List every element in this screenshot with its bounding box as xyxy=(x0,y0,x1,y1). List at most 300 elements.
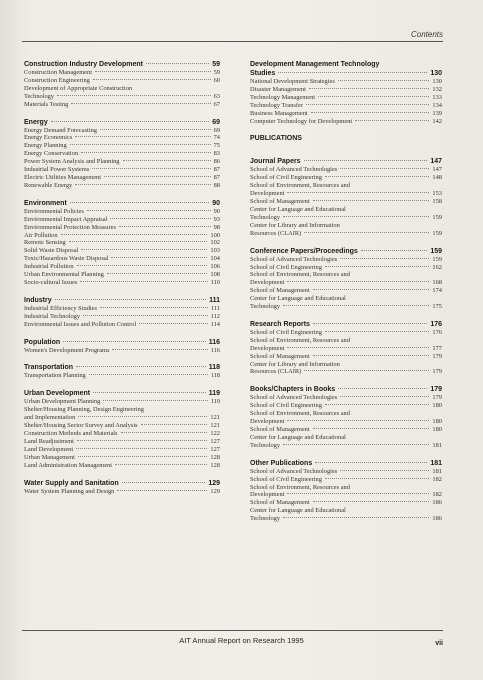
toc-entry xyxy=(250,287,442,295)
toc-entry xyxy=(24,174,220,182)
toc-entry xyxy=(24,313,220,321)
toc-entry xyxy=(250,329,442,337)
toc-entry xyxy=(24,127,220,135)
section-title-row xyxy=(24,60,220,69)
dot-leader xyxy=(304,232,429,233)
publications-list xyxy=(250,157,442,523)
toc-entry-page: 93 xyxy=(213,215,220,223)
toc-entry xyxy=(24,454,220,462)
dot-leader xyxy=(117,490,207,491)
toc-entry xyxy=(250,86,442,94)
section-title: Industry xyxy=(24,296,52,304)
dot-leader xyxy=(81,249,207,250)
toc-entry-text: Technology Management xyxy=(250,93,316,101)
toc-entry-text: Remote Sensing xyxy=(24,239,66,247)
toc-entry-text: National Development Strategies xyxy=(250,78,335,85)
toc-entry-text: School of Civil Engineering xyxy=(250,263,322,271)
toc-entry-page: 129 xyxy=(210,487,220,495)
toc-section xyxy=(250,385,442,449)
toc-entry xyxy=(24,347,220,355)
toc-entry xyxy=(250,368,442,376)
publications-heading: PUBLICATIONS xyxy=(250,135,302,143)
section-page-number: 118 xyxy=(208,364,220,372)
section-page-number: 176 xyxy=(430,320,442,328)
toc-section xyxy=(250,459,442,523)
toc-entry xyxy=(250,78,442,86)
toc-entry-page: 134 xyxy=(432,101,442,109)
dot-leader xyxy=(76,366,206,367)
dot-leader xyxy=(57,95,211,96)
toc-entry xyxy=(24,263,220,271)
toc-entry xyxy=(250,426,442,434)
toc-entry-text: Power System Analysis and Planning xyxy=(24,158,120,166)
toc-entry xyxy=(24,216,220,224)
dot-leader xyxy=(104,176,211,177)
dot-leader xyxy=(92,168,210,169)
toc-entry xyxy=(24,255,220,263)
dot-leader xyxy=(75,136,210,137)
toc-entry-text-cont: Technology xyxy=(250,441,281,449)
toc-entry xyxy=(24,93,220,101)
toc-entry xyxy=(24,158,220,166)
toc-entry-page: 162 xyxy=(432,263,442,271)
dot-leader xyxy=(70,202,209,203)
toc-entry-text: Shelter/Housing Sector Survey and Analysis xyxy=(24,422,138,430)
dot-leader xyxy=(304,370,429,371)
dot-leader xyxy=(107,273,208,274)
toc-entry xyxy=(250,394,442,402)
section-page-number: 119 xyxy=(208,390,220,398)
toc-entry xyxy=(24,372,220,380)
toc-entry-text: Land Administration Management xyxy=(24,461,113,469)
toc-section xyxy=(24,389,220,469)
toc-entry-page: 186 xyxy=(432,515,442,523)
toc-entry xyxy=(24,422,220,430)
section-title-row xyxy=(24,363,220,372)
dot-leader xyxy=(355,120,429,121)
toc-section xyxy=(24,118,220,190)
toc-entry-page: 74 xyxy=(213,134,220,142)
toc-entry-text: Environmental Impact Appraisal xyxy=(24,215,108,223)
dot-leader xyxy=(141,424,208,425)
toc-entry-page: 110 xyxy=(210,278,220,286)
toc-entry xyxy=(24,279,220,287)
toc-entry-text-cont: Development xyxy=(250,418,285,426)
toc-entry-text: Shelter/Housing Planning, Design Engineering xyxy=(24,406,144,414)
toc-entry xyxy=(250,491,442,499)
toc-section xyxy=(24,479,220,496)
dot-leader xyxy=(287,281,429,282)
toc-entry-text: Business Management xyxy=(250,109,308,117)
toc-entry-text: Women's Development Programs xyxy=(24,346,110,354)
toc-entry-text: Industrial Power Systems xyxy=(24,166,90,174)
toc-entry-text: Energy Demand Forecasting xyxy=(24,126,97,134)
toc-entry-page: 181 xyxy=(432,467,442,475)
toc-entry-page: 180 xyxy=(432,426,442,433)
section-title-row xyxy=(24,118,220,127)
section-title-row xyxy=(250,385,442,394)
toc-entry-page: 176 xyxy=(432,328,442,336)
section-title: Water Supply and Sanitation xyxy=(24,479,119,487)
toc-entry-text-cont: Resources (CLAIR) xyxy=(250,229,302,237)
dot-leader xyxy=(313,289,430,290)
toc-entry-page: 112 xyxy=(210,312,220,320)
section-title-row xyxy=(250,157,442,166)
toc-entry xyxy=(250,102,442,110)
toc-section xyxy=(24,338,220,355)
dot-leader xyxy=(87,210,211,211)
section-title: Population xyxy=(24,338,61,346)
toc-entry-text: School of Civil Engineering xyxy=(250,328,322,336)
section-title: Other Publications xyxy=(250,459,313,467)
toc-entry xyxy=(24,142,220,150)
section-title: Construction Industry Development xyxy=(24,61,144,68)
toc-entry-page: 182 xyxy=(432,475,442,483)
section-title-row xyxy=(250,247,442,256)
toc-entry-page: 159 xyxy=(432,255,442,263)
dot-leader xyxy=(338,388,427,389)
toc-entry-list xyxy=(250,78,442,125)
dot-leader xyxy=(283,305,429,306)
toc-entry xyxy=(250,353,442,361)
section-page-number: 59 xyxy=(212,61,220,68)
toc-entry-text: Land Readjustment xyxy=(24,437,74,445)
dot-leader xyxy=(287,347,429,348)
toc-entry-page: 132 xyxy=(432,85,442,93)
dot-leader xyxy=(318,96,429,97)
toc-entry-page: 153 xyxy=(432,190,442,198)
toc-entry-page: 100 xyxy=(210,231,220,239)
dot-leader xyxy=(325,404,430,405)
toc-entry xyxy=(24,182,220,190)
toc-entry-text: School of Environment, Resources and xyxy=(250,182,350,190)
toc-entry-text: Urban Environmental Planning xyxy=(24,271,104,279)
dot-leader xyxy=(121,432,208,433)
dot-leader xyxy=(78,456,207,457)
dot-leader xyxy=(287,493,429,494)
toc-entry xyxy=(24,430,220,438)
toc-entry-page: 179 xyxy=(432,368,442,376)
toc-entry xyxy=(24,208,220,216)
toc-entry-text: School of Civil Engineering xyxy=(250,475,322,483)
dot-leader xyxy=(77,440,208,441)
toc-entry-page: 122 xyxy=(210,430,220,437)
toc-entry-text: Center for Language and Educational xyxy=(250,433,346,441)
toc-entry-text: School of Management xyxy=(250,287,310,295)
toc-entry-page: 119 xyxy=(210,398,220,406)
toc-entry-page: 180 xyxy=(432,418,442,426)
toc-section xyxy=(250,157,442,237)
toc-entry-page: 121 xyxy=(210,414,220,422)
toc-entry xyxy=(250,190,442,198)
toc-entry-page: 88 xyxy=(213,181,220,189)
toc-entry-page: 103 xyxy=(210,247,220,255)
dot-leader xyxy=(340,258,429,259)
toc-entry xyxy=(250,174,442,182)
toc-entry-text: School of Civil Engineering xyxy=(250,174,322,182)
toc-entry xyxy=(250,110,442,118)
toc-entry xyxy=(250,418,442,426)
toc-entry xyxy=(24,414,220,422)
toc-entry-page: 87 xyxy=(213,173,220,181)
dot-leader xyxy=(76,448,207,449)
toc-entry-page: 186 xyxy=(432,499,442,507)
toc-entry-page: 83 xyxy=(213,150,220,158)
toc-entry-text: School of Environment, Resources and xyxy=(250,271,350,279)
toc-entry-page: 128 xyxy=(210,453,220,461)
toc-entry-page: 86 xyxy=(213,158,220,166)
toc-entry-text: Electric Utilities Management xyxy=(24,173,102,181)
section-title-row xyxy=(24,199,220,208)
toc-entry-text: Renewable Energy xyxy=(24,181,73,189)
section-title: Urban Development xyxy=(24,390,91,398)
toc-entry-text: Energy Economics xyxy=(24,134,73,142)
toc-entry-text: Center for Language and Educational xyxy=(250,295,346,303)
toc-entry-page: 114 xyxy=(210,320,220,328)
toc-entry xyxy=(24,69,220,77)
toc-entry-page: 106 xyxy=(210,263,220,271)
toc-entry-text-cont: Development xyxy=(250,190,285,198)
toc-entry xyxy=(250,214,442,222)
dot-leader xyxy=(103,400,207,401)
dot-leader xyxy=(311,112,430,113)
toc-entry-text: Construction Methods and Materials xyxy=(24,430,118,437)
section-title-row xyxy=(250,459,442,468)
toc-entry-text: Energy Planning xyxy=(24,142,67,150)
section-page-number: 179 xyxy=(430,386,442,394)
toc-entry xyxy=(24,224,220,232)
toc-section xyxy=(24,363,220,380)
dot-leader xyxy=(100,307,208,308)
section-title-line-2: Studies xyxy=(250,70,276,77)
dot-leader xyxy=(75,184,210,185)
toc-entry xyxy=(250,303,442,311)
dot-leader xyxy=(325,266,430,267)
toc-entry xyxy=(24,150,220,158)
toc-entry-page: 118 xyxy=(210,372,220,380)
dot-leader xyxy=(69,241,208,242)
toc-entry-text: Industrial Technology xyxy=(24,312,81,320)
section-title-row xyxy=(24,338,220,347)
section-title-row xyxy=(24,296,220,305)
toc-section-development-management xyxy=(250,60,442,125)
toc-section xyxy=(24,60,220,109)
section-title: Conference Papers/Proceedings xyxy=(250,247,358,255)
dot-leader xyxy=(283,517,429,518)
toc-entry xyxy=(250,499,442,507)
toc-entry-text: School of Environment, Resources and xyxy=(250,336,350,344)
toc-entry-page: 179 xyxy=(432,394,442,402)
dot-leader xyxy=(51,121,209,122)
toc-entry-text: School of Advanced Technologies xyxy=(250,166,338,174)
toc-entry-text-cont: Development xyxy=(250,344,285,352)
dot-leader xyxy=(93,392,206,393)
toc-entry-text: Socio-cultural Issues xyxy=(24,278,78,286)
toc-entry-page: 148 xyxy=(432,174,442,182)
dot-leader xyxy=(77,265,208,266)
toc-entry-text: Center for Language and Educational xyxy=(250,507,346,515)
toc-entry xyxy=(24,166,220,174)
toc-section xyxy=(250,247,442,311)
toc-entry-page: 179 xyxy=(432,352,442,360)
section-page-number: 159 xyxy=(430,247,442,255)
toc-entry xyxy=(24,446,220,454)
section-page-number: 90 xyxy=(212,199,220,207)
dot-leader xyxy=(81,152,211,153)
toc-entry-text: Technology Transfer xyxy=(250,101,303,109)
dot-leader xyxy=(89,374,208,375)
dot-leader xyxy=(63,341,206,342)
toc-entry xyxy=(24,305,220,313)
dot-leader xyxy=(80,281,207,282)
toc-entry-text: School of Management xyxy=(250,352,310,360)
dot-leader xyxy=(110,218,210,219)
toc-entry-text: Industrial Efficiency Studies xyxy=(24,304,98,312)
dot-leader xyxy=(304,160,428,161)
toc-entry-text: Industrial Pollution xyxy=(24,263,74,271)
dot-leader xyxy=(283,444,429,445)
dot-leader xyxy=(287,192,429,193)
toc-entry-page: 104 xyxy=(210,255,220,263)
section-title: Energy xyxy=(24,118,48,126)
toc-entry-page: 133 xyxy=(432,93,442,101)
dot-leader xyxy=(340,396,429,397)
section-title-row xyxy=(24,479,220,488)
dot-leader xyxy=(93,79,211,80)
section-page-number: 69 xyxy=(212,118,220,126)
section-title-row xyxy=(250,69,442,78)
toc-entry-text: Center for Library and Information xyxy=(250,221,340,229)
dot-leader xyxy=(338,80,430,81)
dot-leader xyxy=(313,501,430,502)
toc-entry xyxy=(250,402,442,410)
toc-entry xyxy=(250,279,442,287)
toc-entry-page: 102 xyxy=(210,239,220,247)
toc-entry-page: 63 xyxy=(213,92,220,100)
dot-leader xyxy=(313,428,430,429)
dot-leader xyxy=(306,104,429,105)
toc-entry xyxy=(250,230,442,238)
toc-section xyxy=(250,320,442,376)
dot-leader xyxy=(119,226,211,227)
dot-leader xyxy=(313,355,430,356)
toc-entry-text: School of Management xyxy=(250,499,310,507)
dot-leader xyxy=(78,416,207,417)
section-title: Books/Chapters in Books xyxy=(250,386,336,394)
toc-entry-text: Development of Appropriate Construction xyxy=(24,84,133,92)
dot-leader xyxy=(309,88,430,89)
toc-entry xyxy=(250,118,442,126)
toc-entry-text: School of Advanced Technologies xyxy=(250,255,338,263)
toc-entry xyxy=(250,476,442,484)
toc-entry xyxy=(250,198,442,206)
toc-entry-text: Toxic/Hazardous Waste Disposal xyxy=(24,255,109,263)
toc-entry-page: 98 xyxy=(213,223,220,231)
dot-leader xyxy=(313,200,430,201)
toc-entry-text: Construction Management xyxy=(24,69,92,76)
running-header: Contents xyxy=(410,30,443,39)
toc-entry-text: Land Development xyxy=(24,445,74,453)
left-column xyxy=(24,60,220,504)
toc-entry-text: Center for Language and Educational xyxy=(250,205,346,213)
dot-leader xyxy=(146,63,209,64)
toc-entry xyxy=(250,468,442,476)
toc-entry-text: Air Pollution xyxy=(24,231,58,239)
toc-entry-text: Environmental Issues and Pollution Control xyxy=(24,320,137,328)
toc-entry xyxy=(24,462,220,470)
dot-leader xyxy=(325,478,430,479)
toc-entry-text: Center for Library and Information xyxy=(250,360,340,368)
toc-entry-text-cont: Development xyxy=(250,491,285,499)
dot-leader xyxy=(283,216,429,217)
toc-entry xyxy=(250,256,442,264)
toc-entry-page: 174 xyxy=(432,287,442,295)
dot-leader xyxy=(100,129,211,130)
dot-leader xyxy=(112,349,207,350)
toc-entry-page: 180 xyxy=(432,402,442,410)
toc-entry-text-cont: Technology xyxy=(24,92,55,100)
toc-entry xyxy=(250,345,442,353)
toc-entry xyxy=(250,442,442,450)
toc-entry-text: Computer Technology for Development xyxy=(250,117,353,125)
toc-entry xyxy=(250,94,442,102)
dot-leader xyxy=(70,144,211,145)
toc-entry-page: 75 xyxy=(213,142,220,150)
section-page-number: 181 xyxy=(430,459,442,467)
toc-entry-page: 111 xyxy=(210,304,220,312)
toc-entry xyxy=(24,101,220,109)
toc-entry-text: Environmental Protection Measures xyxy=(24,223,116,231)
dot-leader xyxy=(278,72,427,73)
section-page-number: 116 xyxy=(208,338,220,346)
dot-leader xyxy=(315,462,427,463)
toc-entry-page: 182 xyxy=(432,491,442,499)
toc-entry-text: School of Advanced Technologies xyxy=(250,467,338,475)
dot-leader xyxy=(325,331,430,332)
toc-entry-text: Solid Waste Disposal xyxy=(24,247,79,255)
toc-entry-page: 168 xyxy=(432,279,442,287)
dot-leader xyxy=(55,299,206,300)
toc-entry-page: 59 xyxy=(213,69,220,76)
dot-leader xyxy=(325,176,430,177)
dot-leader xyxy=(83,315,208,316)
toc-entry xyxy=(250,515,442,523)
toc-entry xyxy=(24,271,220,279)
toc-entry-text-cont: and Implementation xyxy=(24,414,76,422)
toc-entry xyxy=(250,264,442,272)
toc-entry-text-cont: Development xyxy=(250,279,285,287)
toc-entry-text: Energy Conservation xyxy=(24,150,79,158)
footer-page-number: vii xyxy=(435,640,443,647)
toc-entry-text: Water System Planning and Design xyxy=(24,487,115,495)
toc-entry-page: 142 xyxy=(432,117,442,125)
toc-entry xyxy=(24,232,220,240)
toc-entry-page: 159 xyxy=(432,213,442,221)
toc-entry-text-cont: Resources (CLAIR) xyxy=(250,368,302,376)
toc-entry-page: 67 xyxy=(213,100,220,108)
toc-entry-text: School of Environment, Resources and xyxy=(250,410,350,418)
section-title-row xyxy=(24,389,220,398)
toc-entry xyxy=(24,247,220,255)
dot-leader xyxy=(340,168,429,169)
toc-entry-text: Environmental Policies xyxy=(24,207,84,215)
toc-entry-page: 128 xyxy=(210,461,220,469)
toc-entry-page: 69 xyxy=(213,126,220,134)
toc-entry-page: 87 xyxy=(213,166,220,174)
dot-leader xyxy=(122,482,206,483)
section-title: Environment xyxy=(24,199,67,207)
toc-entry-page: 177 xyxy=(432,344,442,352)
